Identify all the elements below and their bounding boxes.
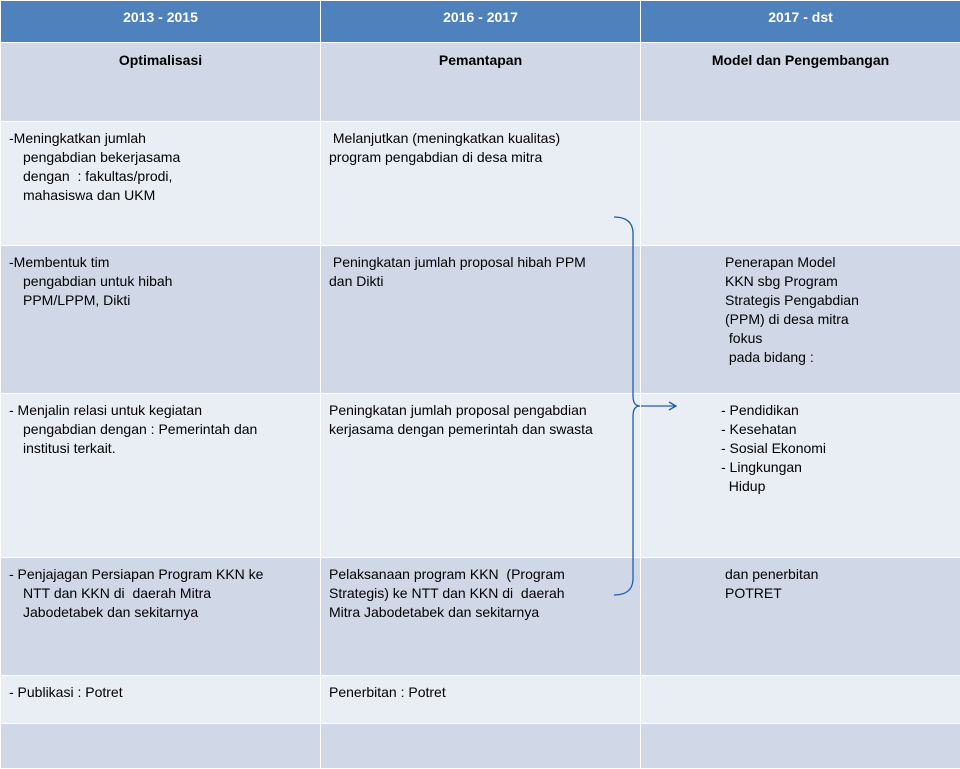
text-line: dan penerbitan xyxy=(725,565,956,584)
text-line: Pelaksanaan program KKN (Program xyxy=(329,565,636,584)
row2-col3 xyxy=(641,246,960,394)
row2-col2 xyxy=(321,246,641,394)
text-line: KKN sbg Program xyxy=(725,272,956,291)
row3-col2 xyxy=(321,394,641,558)
text-line: (PPM) di desa mitra xyxy=(725,310,956,329)
text-line: dengan : fakultas/prodi, xyxy=(9,167,316,186)
row1-col3 xyxy=(641,122,960,246)
bullet-kesehatan: - Kesehatan xyxy=(721,420,956,439)
table-row xyxy=(1,122,960,246)
subheader-pemantapan: Pemantapan xyxy=(321,43,641,122)
text-line: - Menjalin relasi untuk kegiatan xyxy=(9,401,316,420)
header-row xyxy=(1,1,960,43)
text-line: NTT dan KKN di daerah Mitra xyxy=(9,584,316,603)
row4-col1 xyxy=(1,558,321,676)
text-line: - Penjajagan Persiapan Program KKN ke xyxy=(9,565,316,584)
row3-col1 xyxy=(1,394,321,558)
text-line: Peningkatan jumlah proposal hibah PPM xyxy=(329,253,636,272)
text-line: institusi terkait. xyxy=(9,439,316,458)
row5-col2 xyxy=(321,676,641,724)
text-line: pada bidang : xyxy=(725,348,956,367)
table-row xyxy=(1,558,960,676)
row2-col1 xyxy=(1,246,321,394)
text-line: dan Dikti xyxy=(329,272,636,291)
row5-col1 xyxy=(1,676,321,724)
bullet-lingkungan: - Lingkungan xyxy=(721,458,956,477)
table-row xyxy=(1,246,960,394)
text-line: Penerapan Model xyxy=(725,253,956,272)
header-col-2017-dst: 2017 - dst xyxy=(641,1,960,43)
row3-col3 xyxy=(641,394,960,558)
row4-col3 xyxy=(641,558,960,676)
text-line: Jabodetabek dan sekitarnya xyxy=(9,603,316,622)
text-line: fokus xyxy=(725,329,956,348)
row6-col1 xyxy=(1,724,321,769)
bullet-sosial-ekonomi: - Sosial Ekonomi xyxy=(721,439,956,458)
subheader-model-pengembangan: Model dan Pengembangan xyxy=(641,43,960,122)
text-line: Melanjutkan (meningkatkan kualitas) xyxy=(329,129,636,148)
text-line: POTRET xyxy=(725,584,956,603)
text-line: PPM/LPPM, Dikti xyxy=(9,291,316,310)
table-row xyxy=(1,394,960,558)
text-line: -Membentuk tim xyxy=(9,253,316,272)
header-col-2016-2017: 2016 - 2017 xyxy=(321,1,641,43)
text-line: mahasiswa dan UKM xyxy=(9,186,316,205)
text-line: -Meningkatkan jumlah xyxy=(9,129,316,148)
text-line: Mitra Jabodetabek dan sekitarnya xyxy=(329,603,636,622)
text-line: program pengabdian di desa mitra xyxy=(329,148,636,167)
text-line: pengabdian dengan : Pemerintah dan xyxy=(9,420,316,439)
text-line: Strategis) ke NTT dan KKN di daerah xyxy=(329,584,636,603)
row1-col2 xyxy=(321,122,641,246)
subheader-optimalisasi: Optimalisasi xyxy=(1,43,321,122)
text-line: pengabdian untuk hibah xyxy=(9,272,316,291)
text-line: pengabdian bekerjasama xyxy=(9,148,316,167)
table-row xyxy=(1,724,960,769)
table-row xyxy=(1,676,960,724)
text-line: Strategis Pengabdian xyxy=(725,291,956,310)
text-line: Penerbitan : Potret xyxy=(329,683,636,702)
row4-col2 xyxy=(321,558,641,676)
row6-col3 xyxy=(641,724,960,769)
row5-col3 xyxy=(641,676,960,724)
row1-col1 xyxy=(1,122,321,246)
text-line: kerjasama dengan pemerintah dan swasta xyxy=(329,420,636,439)
subheader-row xyxy=(1,43,960,122)
header-col-2013-2015: 2013 - 2015 xyxy=(1,1,321,43)
text-line: Peningkatan jumlah proposal pengabdian xyxy=(329,401,636,420)
row6-col2 xyxy=(321,724,641,769)
bullet-pendidikan: - Pendidikan xyxy=(721,401,956,420)
bullet-hidup: Hidup xyxy=(721,477,956,496)
text-line: - Publikasi : Potret xyxy=(9,683,316,702)
